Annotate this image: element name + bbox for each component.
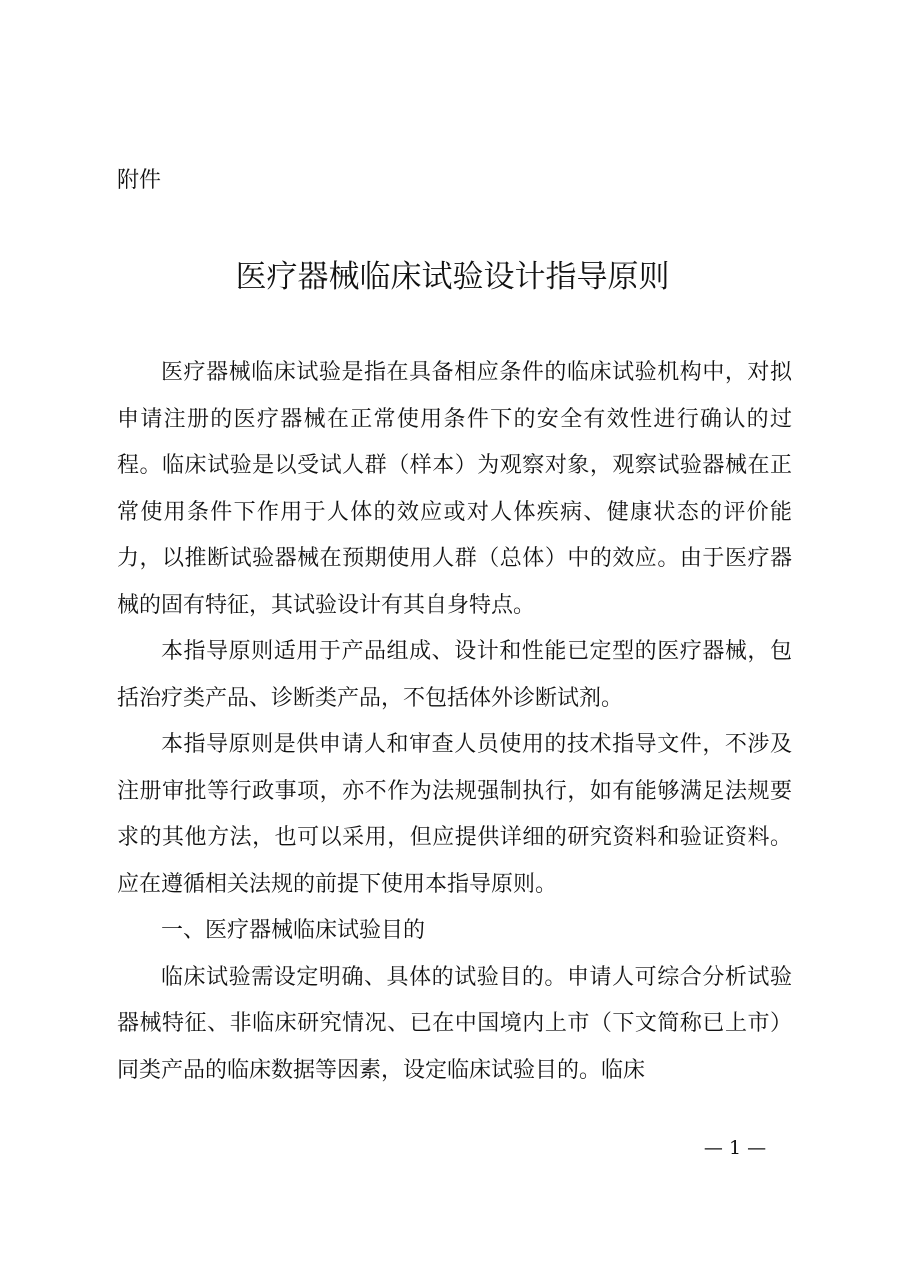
attachment-label: 附件	[117, 168, 162, 193]
usage-paragraph: 本指导原则是供申请人和审查人员使用的技术指导文件，不涉及注册审批等行政事项，亦不作为法规强制执行，如有能够满足法规要求的其他方法，也可以采用，但应提供详细的研究资料和验证资料。应在遵循相关法规的前提下使用本指导原则。	[117, 732, 792, 897]
intro-paragraph: 医疗器械临床试验是指在具备相应条件的临床试验机构中，对拟申请注册的医疗器械在正常使用条件下的安全有效性进行确认的过程。临床试验是以受试人群（样本）为观察对象，观察试验器械在正常使用条件下作用于人体的效应或对人体疾病、健康状态的评价能力，以推断试验器械在预期使用人群（总体）中的效应。由于医疗器械的固有特征，其试验设计有其自身特点。	[117, 360, 792, 618]
document-title: 医疗器械临床试验设计指导原则	[235, 259, 670, 295]
purpose-paragraph: 临床试验需设定明确、具体的试验目的。申请人可综合分析试验器械特征、非临床研究情况、已在中国境内上市（下文简称已上市）同类产品的临床数据等因素，设定临床试验目的。临床	[117, 964, 792, 1083]
scope-paragraph: 本指导原则适用于产品组成、设计和性能已定型的医疗器械，包括治疗类产品、诊断类产品，不包括体外诊断试剂。	[117, 639, 792, 711]
section-heading-purpose: 一、医疗器械临床试验目的	[161, 918, 426, 943]
page-number: — 1 —	[703, 1137, 767, 1159]
document-body	[117, 350, 792, 1094]
